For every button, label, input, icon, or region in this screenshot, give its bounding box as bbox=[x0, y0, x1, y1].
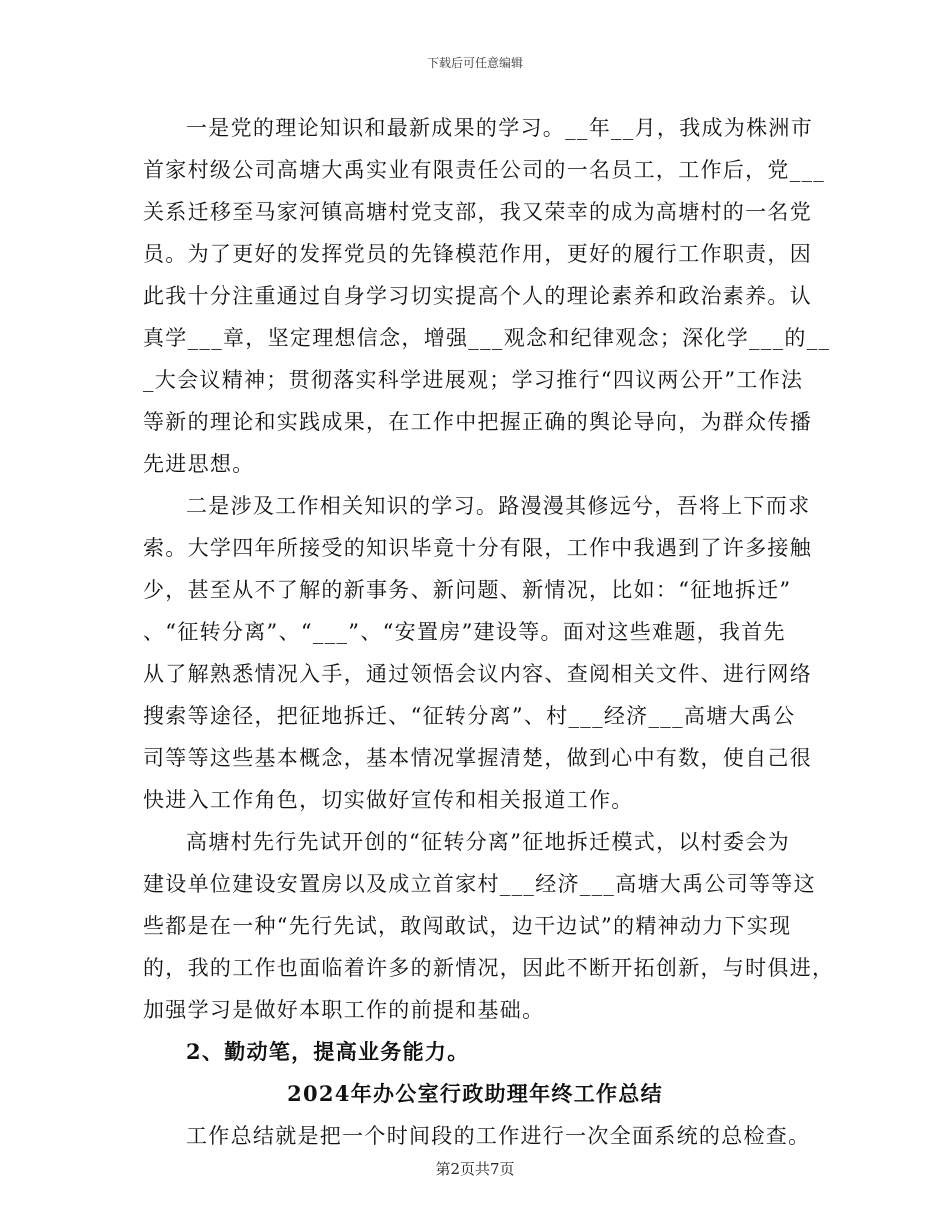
paragraph-line: 员。为了更好的发挥党员的先锋模范作用，更好的履行工作职责，因 bbox=[143, 242, 812, 266]
section-subheading: 2、勤动笔，提高业务能力。 bbox=[186, 1039, 470, 1064]
paragraph-line: 些都是在一种“先行先试，敢闯敢试，边干边试”的精神动力下实现 bbox=[143, 914, 792, 938]
page-header: 下载后可任意编辑 bbox=[426, 56, 523, 70]
paragraph-line: 高塘村先行先试开创的“征转分离”征地拆迁模式，以村委会为 bbox=[186, 830, 790, 854]
paragraph-line: 等新的理论和实践成果，在工作中把握正确的舆论导向，为群众传播 bbox=[143, 410, 812, 434]
paragraph-line: 工作总结就是把一个时间段的工作进行一次全面系统的总检查。 bbox=[186, 1124, 811, 1148]
paragraph-line: 司等等这些基本概念，基本情况掌握清楚，做到心中有数，使自己很 bbox=[143, 746, 812, 770]
paragraph-line: 少，甚至从不了解的新事务、新问题、新情况，比如：“征地拆迁” bbox=[143, 578, 792, 602]
paragraph-line: 关系迁移至马家河镇高塘村党支部，我又荣幸的成为高塘村的一名党 bbox=[143, 200, 812, 224]
paragraph-line: 、“征转分离”、“___”、“安置房”建设等。面对这些难题，我首先 bbox=[143, 620, 786, 644]
paragraph-line: 搜索等途径，把征地拆迁、“征转分离”、村___经济___高塘大禹公 bbox=[143, 704, 796, 728]
paragraph-line: 快进入工作角色，切实做好宣传和相关报道工作。 bbox=[143, 788, 634, 812]
paragraph-line: 真学___章，坚定理想信念，增强___观念和纪律观念；深化学___的__ bbox=[143, 326, 831, 350]
paragraph-line: 的，我的工作也面临着许多的新情况，因此不断开拓创新，与时俱进， bbox=[143, 956, 835, 980]
paragraph-line: 首家村级公司高塘大禹实业有限责任公司的一名员工，工作后，党___ bbox=[143, 158, 826, 182]
paragraph-line: 二是涉及工作相关知识的学习。路漫漫其修远兮，吾将上下而求 bbox=[186, 494, 811, 518]
paragraph-line: 索。大学四年所接受的知识毕竟十分有限，工作中我遇到了许多接触 bbox=[143, 536, 812, 560]
page-footer: 第2页共7页 bbox=[435, 1160, 515, 1178]
paragraph-line: _大会议精神；贯彻落实科学进展观；学习推行“四议两公开”工作法 bbox=[143, 368, 804, 392]
document-title: 2024年办公室行政助理年终工作总结 bbox=[287, 1081, 663, 1106]
paragraph-line: 一是党的理论知识和最新成果的学习。__年__月，我成为株洲市 bbox=[186, 116, 813, 140]
paragraph-line: 此我十分注重通过自身学习切实提高个人的理论素养和政治素养。认 bbox=[143, 284, 812, 308]
paragraph-line: 建设单位建设安置房以及成立首家村___经济___高塘大禹公司等等这 bbox=[143, 872, 816, 896]
paragraph-line: 先进思想。 bbox=[143, 452, 255, 476]
paragraph-line: 从了解熟悉情况入手，通过领悟会议内容、查阅相关文件、进行网络 bbox=[143, 662, 812, 686]
paragraph-line: 加强学习是做好本职工作的前提和基础。 bbox=[143, 998, 545, 1022]
